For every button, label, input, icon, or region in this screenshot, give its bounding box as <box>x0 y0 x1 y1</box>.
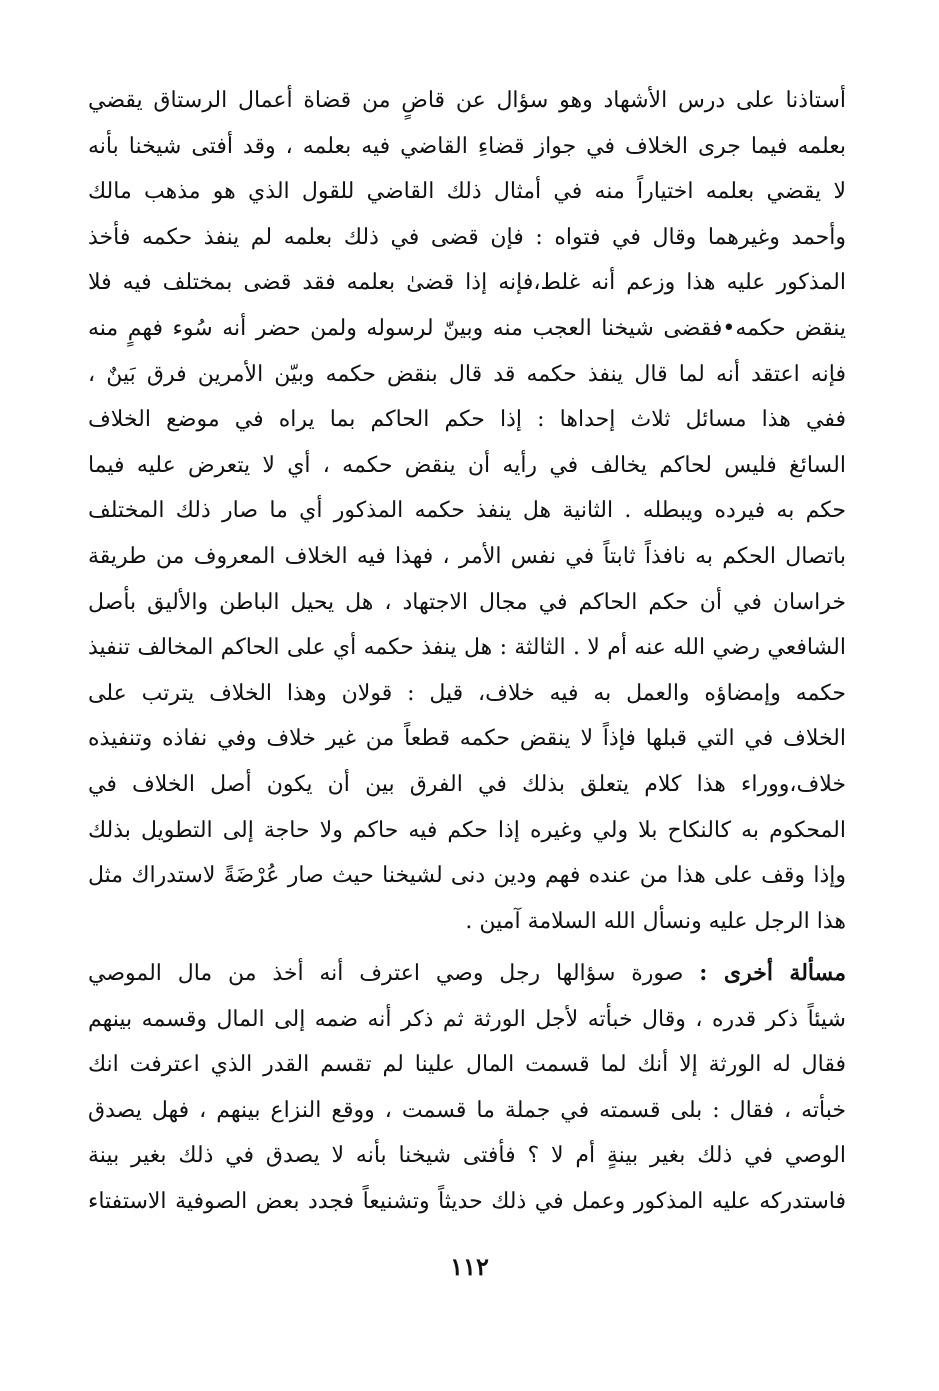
text-line: خلاف،ووراء هذا كلام يتعلق بذلك في الفرق بين أن يكون أصل الخلاف في <box>88 771 846 797</box>
text-line: فقال له الورثة إلا أنك لما قسمت المال علينا لم تقسم القدر الذي اعترفت انك <box>88 1052 846 1078</box>
text-line: الشافعي رضي الله عنه أم لا . الثالثة : هل ينفذ حكمه أي على الحاكم المخالف تنفيذ <box>88 635 846 661</box>
text-line: باتصال الحكم به نافذاً ثابتاً في نفس الأمر ، فهذا فيه الخلاف المعروف من طريقة <box>88 543 846 569</box>
text-line: ففي هذا مسائل ثلاث إحداها : إذا حكم الحاكم بما يراه في موضع الخلاف <box>88 407 846 433</box>
text-line: شيئاً ذكر قدره ، وقال خبأته لأجل الورثة ثم ذكر أنه ضمه إلى المال وقسمه بينهم <box>88 1006 846 1032</box>
text-line: حكمه وإمضاؤه والعمل به فيه خلاف، قيل : قولان وهذا الخلاف يترتب على <box>88 680 846 706</box>
paragraph-2 <box>88 951 846 1225</box>
text-line: وإذا وقف على هذا من عنده فهم ودين دنى لشيخنا حيث صار عُرْضَةً لاستدراك مثل <box>88 863 846 889</box>
text-line-with-heading <box>88 951 846 997</box>
text-line: ينقض حكمه•فقضى شيخنا العجب منه وبينّ لرسوله ولمن حضر أنه سُوء فهمٍ منه <box>88 315 846 341</box>
text-line: بعلمه فيما جرى الخلاف في جواز قضاءِ القاضي فيه بعلمه ، وقد أفتى شيخنا بأنه <box>88 133 846 159</box>
text-line: حكم به فيرده ويبطله . الثانية هل ينفذ حكمه المذكور أي ما صار ذلك المختلف <box>88 498 846 524</box>
text-line: فاستدركه عليه المذكور وعمل في ذلك حديثاً وتشنيعاً فجدد بعض الصوفية الاستفتاء <box>88 1188 846 1214</box>
text-line: المذكور عليه هذا وزعم أنه غلط،فإنه إذا قضىٰ بعلمه فقد قضى بمختلف فيه فلا <box>88 270 846 296</box>
text-line: هذا الرجل عليه ونسأل الله السلامة آمين . <box>465 908 846 934</box>
text-line: فإنه اعتقد أنه لما قال ينفذ حكمه قد قال بنقض حكمه وبيّن الأمرين فرق بَينٌ ، <box>88 361 846 387</box>
text-line: الخلاف في التي قبلها فإذاً لا ينقض حكمه قطعاً من غير خلاف وفي نفاذه وتنفيذه <box>88 726 846 752</box>
page-number: ١١٢ <box>450 1252 489 1281</box>
section-heading: مسألة أخرى : <box>699 960 846 986</box>
text-line: خبأته ، فقال : بلى قسمته في جملة ما قسمت ، ووقع النزاع بينهم ، فهل يصدق <box>88 1097 846 1123</box>
text-line: لا يقضي بعلمه اختياراً منه في أمثال ذلك القاضي للقول الذي هو مذهب مالك <box>88 179 846 205</box>
paragraph-1 <box>88 78 846 944</box>
text-line: خراسان في أن حكم الحاكم في مجال الاجتهاد ، هل يحيل الباطن والأليق بأصل <box>88 589 846 615</box>
text-line: أستاذنا على درس الأشهاد وهو سؤال عن قاضٍ من قضاة أعمال الرستاق يقضي <box>88 88 846 113</box>
text-line: السائغ فليس لحاكم يخالف في رأيه أن ينقض حكمه ، أي لا يتعرض عليه فيما <box>88 452 846 478</box>
text-line: الوصي في ذلك بغير بينةٍ أم لا ؟ فأفتى شيخنا بأنه لا يصدق في ذلك بغير بينة <box>88 1143 846 1169</box>
text-line: المحكوم به كالنكاح بلا ولي وغيره إذا حكم فيه حاكم ولا حاجة إلى التطويل بذلك <box>88 817 846 843</box>
text-line-rest: صورة سؤالها رجل وصي اعترف أنه أخذ من مال الموصي <box>88 961 684 986</box>
text-line: وأحمد وغيرهما وقال في فتواه : فإن قضى في ذلك بعلمه لم ينفذ حكمه فأخذ <box>88 224 846 250</box>
